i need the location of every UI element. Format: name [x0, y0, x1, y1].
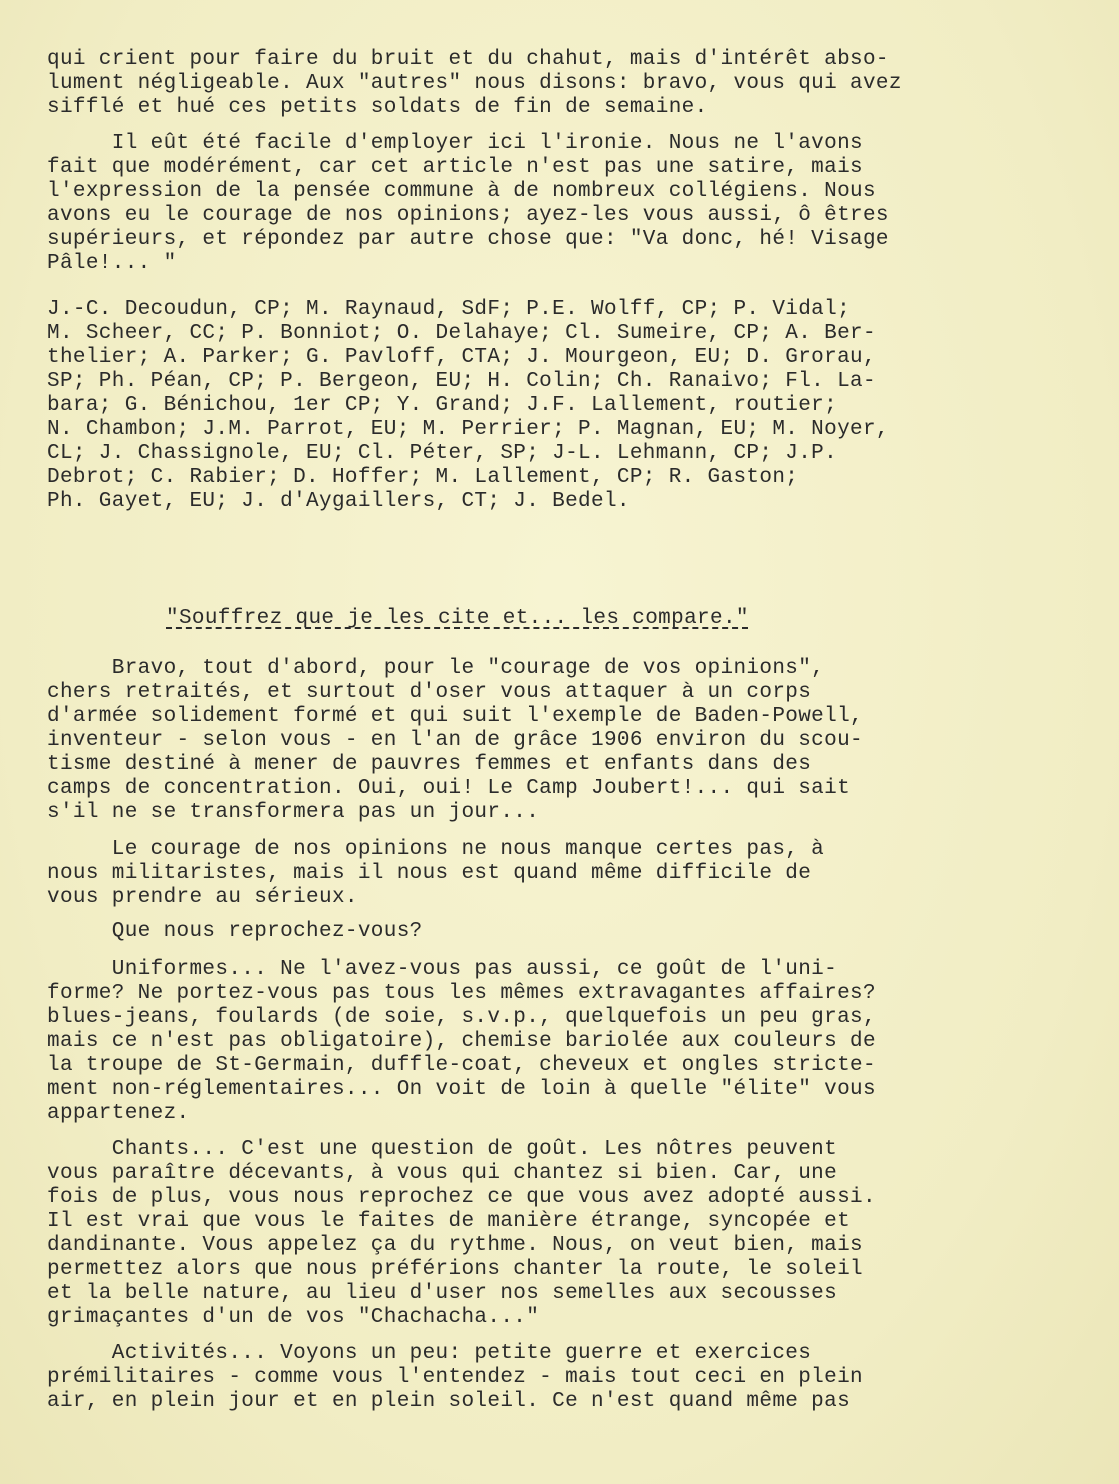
paragraph-question: Que nous reprochez-vous? — [47, 920, 423, 943]
paragraph-irony: Il eût été facile d'employer ici l'ironie. Nous ne l'avons fait que modérément, car cet article n'est pas une satire, mais l'expression de la pensée commune à de nombreux collégiens. Nous avons eu le courage de nos opinions; ayez-les vous aussi, ô êtres supérieurs, et répondez par autre chose que: "Va donc, hé! Visage Pâle!... " — [47, 132, 889, 275]
paragraph-bravo: Bravo, tout d'abord, pour le "courage de vos opinions", chers retraités, et surtout d'oser vous attaquer à un corps d'armée solidement formé et qui suit l'exemple de Baden-Powell, inventeur - selon vous - en l'an de grâce 1906 environ du scou- tisme destiné à mener de pauvres femmes et enfants dans des camps de concentration. Oui, oui! Le Camp Joubert!... qui sait s'il ne se transformera pas un jour... — [47, 657, 863, 824]
paragraph-courage: Le courage de nos opinions ne nous manque certes pas, à nous militaristes, mais il nous est quand même difficile de vous prendre au sérieux. — [47, 838, 825, 909]
paragraph-activites: Activités... Voyons un peu: petite guerre et exercices prémilitaires - comme vous l'entendez - mais tout ceci en plein air, en plein jour et en plein soleil. Ce n'est quand même pas — [47, 1342, 863, 1413]
paragraph-opening: qui crient pour faire du bruit et du chahut, mais d'intérêt abso- lument négligeable. Aux "autres" nous disons: bravo, vous qui avez sifflé et hué ces petits soldats de fin de semaine. — [47, 48, 902, 119]
paragraph-uniformes: Uniformes... Ne l'avez-vous pas aussi, ce goût de l'uni- forme? Ne portez-vous pas tous les mêmes extravagantes affaires? blues-jeans, foulards (de soie, s.v.p., quelquefois un peu gras, mais ce n'est pas obligatoire), chemise bariolée aux couleurs de la troupe de St-Germain, duffle-coat, cheveux et ongles stricte- ment non-réglementaires... On voit de loin à quelle "élite" vous appartenez. — [47, 958, 876, 1125]
signatories-list: J.-C. Decoudun, CP; M. Raynaud, SdF; P.E. Wolff, CP; P. Vidal; M. Scheer, CC; P. Bonniot; O. Delahaye; Cl. Sumeire, CP; A. Ber- thelier; A. Parker; G. Pavloff, CTA; J. Mourgeon, EU; D. Grorau, SP; Ph. Péan, CP; P. Bergeon, EU; H. Colin; Ch. Ranaivo; Fl. La- bara; G. Bénichou, 1er CP; Y. Grand; J.F. Lallement, routier; N. Chambon; J.M. Parrot, EU; M. Perrier; P. Magnan, EU; M. Noyer, CL; J. Chassignole, EU; Cl. Péter, SP; J-L. Lehmann, CP; J.P. Debrot; C. Rabier; D. Hoffer; M. Lallement, CP; R. Gaston; Ph. Gayet, EU; J. d'Aygaillers, CT; J. Bedel. — [47, 298, 889, 513]
section-title: "Souffrez que je les cite et... les compare." — [166, 607, 749, 630]
paragraph-chants: Chants... C'est une question de goût. Les nôtres peuvent vous paraître décevants, à vous qui chantez si bien. Car, une fois de plus, vous nous reprochez ce que vous avez adopté aussi. Il est vrai que vous le faites de manière étrange, syncopée et dandinante. Vous appelez ça du rythme. Nous, on veut bien, mais permettez alors que nous préférions chanter la route, le soleil et la belle nature, au lieu d'user nos semelles aux secousses grimaçantes d'un de vos "Chachacha..." — [47, 1138, 876, 1329]
